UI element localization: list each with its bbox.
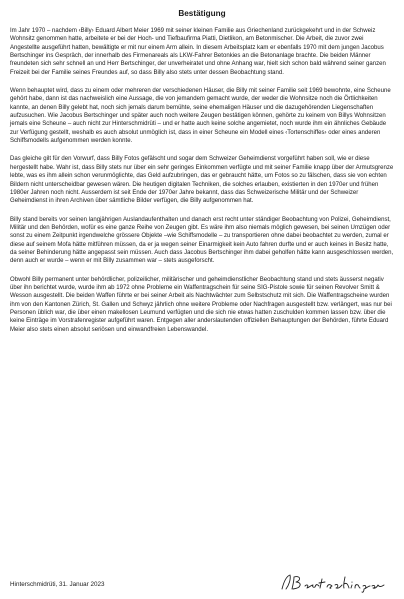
signature-image <box>278 571 390 593</box>
paragraph-2: Wenn behauptet wird, dass zu einem oder mehreren der verschiedenen Häuser, die Billy mit seiner Familie seit 1969 bewohnte, eine Scheune gehört habe, dann ist das nachweislich eine Aussage, die von jemandem gemacht wurde, der weder die Wohnsitze noch die Örtlichkeiten kannte, an denen Billy gelebt hat, noch sich jemals darum bemühte, seine ehemaligen Häuser und die dazugehörenden Liegenschaften aufzusuchen. Wie Jacobus Bertschinger und später auch noch weitere Zeugen bestätigen können, gehörte zu keinem von Billys Wohnsitzen jemals eine Scheune – auch nicht zur Hinterschmidrüti – und er hatte auch keine solche angemietet, noch wurde ihm ein ähnliches Gebäude zur Verfügung gestellt, weshalb es auch absolut unmöglich ist, dass in einer Scheune ein Modell eines ‹Tortenschiffes› oder eines anderen Schiffsmodells aufgenommen werden konnte. <box>10 88 391 145</box>
paragraph-4: Billy stand bereits vor seinen langjährigen Auslandaufenthalten und danach erst recht unter ständiger Beobachtung von Polizei, Geheimdienst, Militär und den Behörden, wofür es eine ganze Reihe von Zeugen gibt. Es wäre ihm also niemals möglich gewesen, bei seinen Umzügen oder sonst zu einem Zeitpunkt irgendwelche grössere Objekte –wie Schiffsmodelle – zu transportieren ohne dabei beobachtet zu werden, zumal er diese auf seinem Mofa hätte mitführen müssen, da er ja wegen seiner Einarmigkeit kein Auto fahren durfte und er auch keines in Besitz hatte, da seiner Behinderung hätte angepasst sein müssen. Auch dass Jacobus Bertschinger ihm dabei geholfen hätte kann ausgeschlossen werden, denn auch er wurde – wenn er mit Billy zusammen war – stets ausgeforscht. <box>10 216 394 265</box>
document-title: Bestätigung <box>178 9 226 18</box>
document-footer <box>10 569 394 593</box>
place-date: Hinterschmidrüti, 31. Januar 2023 <box>10 581 105 588</box>
paragraph-3: Das gleiche gilt für den Vorwurf, dass Billy Fotos gefälscht und sogar dem Schweizer Geheimdienst vorgeführt haben soll, wie er diese hergestellt habe. Wahr ist, dass Billy stets nur über ein sehr geringes Einkommen verfügte und mit seiner Familie knapp über der Armutsgrenze lebte, was es ihm allein schon verunmöglichte, das Geld aufzubringen, das er gebraucht hätte, um Fotos so zu fälschen, dass sie von echten Bildern nicht unterscheidbar gewesen wären. Die heutigen digitalen Techniken, die solches erlauben, existierten in den 1970er und frühen 1980er Jahren noch nicht. Ausserdem ist seit Ende der 1970er Jahre bekannt, dass das Schweizerische Militär und der Schweizer Geheimdienst in ihren Archiven über sämtliche Bilder verfügen, die Billy aufgenommen hat. <box>10 156 394 205</box>
paragraph-1: Im Jahr 1970 – nachdem ‹Billy› Eduard Albert Meier 1969 mit seiner kleinen Familie aus Griechenland zurückgekehrt und in der Schweiz Wohnsitz genommen hatte, arbeitete er bei der Hoch- und Tiefbaufirma Piatti, Dietlikon, am Betonmischer. Die Arbeit, die zuvor zwei Angestellte ausgeführt hatten, bewältigte er mit nur einem Arm allein. In diesem Arbeitsplatz kam er ebenfalls 1970 mit dem jungen Jacobus Bertschinger ins Gespräch, der innerhalb des Firmenareals als LKW-Fahrer Betonkies an die Betonanlage brachte. Die beiden Männer freundeten sich sehr schnell an und Herr Bertschinger, der unverheiratet und ohne Anhang war, hielt sich schon bald während seiner ganzen Freizeit bei der Familie seines Freundes auf, so dass Billy also stets unter dessen Beobachtung stand. <box>10 28 386 76</box>
paragraph-5: Obwohl Billy permanent unter behördlicher, polizeilicher, militärischer und geheimdienstlicher Beobachtung stand und stets äusserst negativ über ihn berichtet wurde, wurde ihm ab 1972 ohne Probleme ein Waffentragschein für seine SIG-Pistole sowie für seinen Revolver Smitt & Wesson ausgestellt. Die beiden Waffen führte er bei seiner Arbeit als Nachtwächter zum Selbstschutz mit sich. Die Waffentragscheine wurden ihm von den Kantonen Zürich, St. Gallen und Schwyz jährlich ohne weitere Probleme oder Nachfragen ausgestellt bzw. verlängert, was nur bei Personen üblich war, die über einen makellosen Leumund verfügten und die sich nie etwas hatten zuschulden kommen lassen bzw. über die keine Einträge im Vorstrafenregister aufgeführt waren. Entgegen aller anderslautenden offiziellen Behauptungen der Behörden, führte Eduard Meier also stets einen absolut seriösen und einwandfreien Lebenswandel. <box>10 276 392 333</box>
